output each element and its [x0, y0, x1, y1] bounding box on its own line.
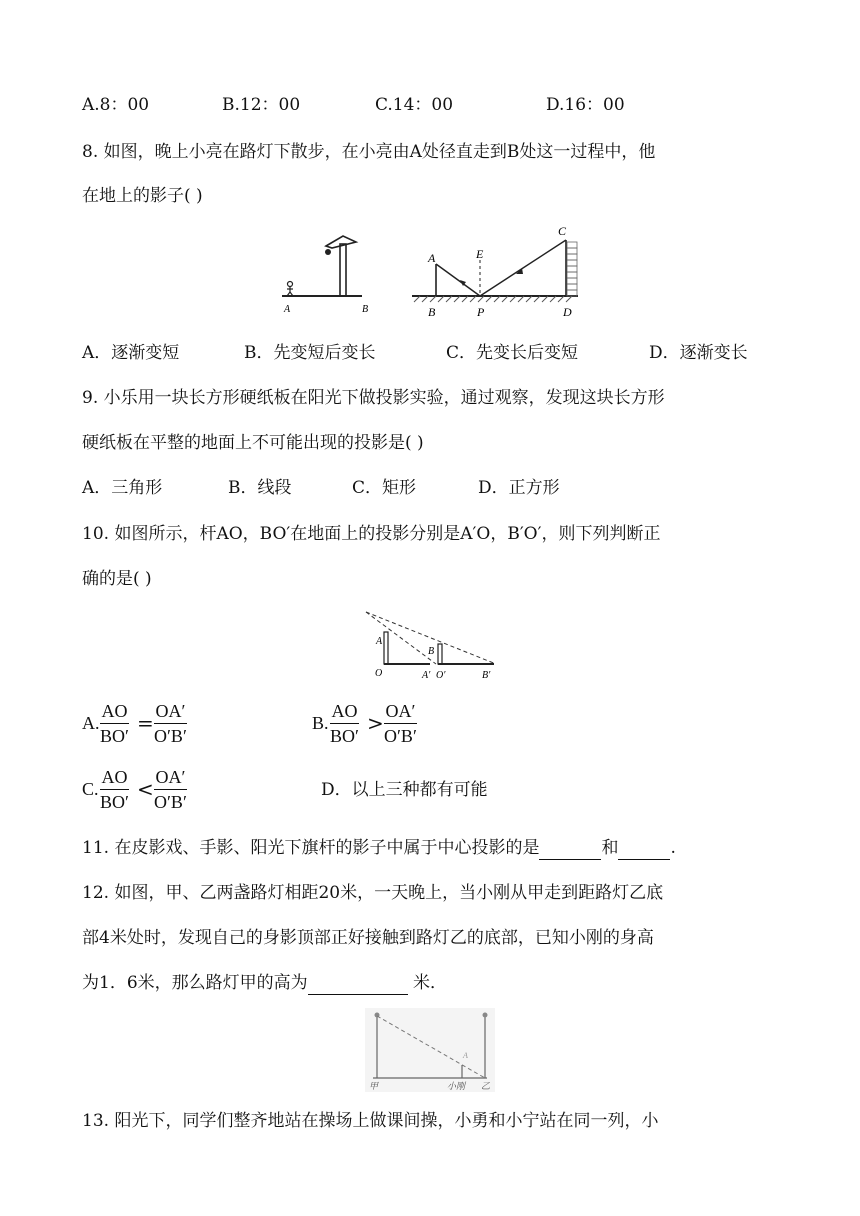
- q8-fig1-label-a: A: [284, 304, 291, 315]
- q10-option-a-rel: =: [137, 711, 154, 735]
- q10-option-a-frac2: [154, 700, 187, 747]
- q8-option-c: C．先变长后变短: [446, 343, 579, 363]
- q9-option-d: D．正方形: [478, 478, 560, 498]
- q10-option-c-rel: <: [137, 777, 154, 801]
- q10-fig-label-b: B: [428, 646, 435, 657]
- q12-fig-label-jia: 甲: [369, 1081, 379, 1091]
- q10-stem-line1: 10. 如图所示，杆AO，BO′在地面上的投影分别是A′O，B′O′，则下列判断正: [82, 524, 661, 544]
- q10-fig-label-a: A: [376, 636, 383, 647]
- q9-option-c: C．矩形: [352, 478, 417, 498]
- q11-blank-2: [618, 841, 670, 860]
- q13-stem-line1: 13. 阳光下，同学们整齐地站在操场上做课间操，小勇和小宁站在同一列，小: [82, 1111, 659, 1131]
- q9-stem-line1: 9. 小乐用一块长方形硬纸板在阳光下做投影实验，通过观察，发现这块长方形: [82, 388, 665, 408]
- q9-option-b: B．线段: [228, 478, 292, 498]
- q10-option-a-n1: AO: [101, 701, 128, 721]
- q8-fig1-label-b: B: [362, 304, 369, 315]
- q12-stem-line1: 12. 如图，甲、乙两盏路灯相距20米，一天晚上，当小刚从甲走到距路灯乙底: [82, 883, 664, 903]
- q10-option-b-d2: O′B′: [384, 726, 417, 746]
- q12-fig-label-yi: 乙: [481, 1081, 491, 1091]
- q10-option-b-frac1: [330, 700, 359, 747]
- q8-option-a: A．逐渐变短: [82, 343, 180, 363]
- q8-stem-line1: 8. 如图，晚上小亮在路灯下散步，在小亮由A处径直走到B处这一过程中，他: [82, 142, 656, 162]
- q10-option-c-d1: BO′: [100, 792, 129, 812]
- q10-option-b-prefix: B.: [312, 713, 329, 733]
- q10-option-c-d2: O′B′: [154, 792, 187, 812]
- q12-stem-line3: [82, 971, 447, 995]
- q12-stem-line2: 部4米处时，发现自己的身影顶部正好接触到路灯乙的底部，已知小刚的身高: [82, 928, 654, 948]
- q8-fig2-label-e: E: [476, 247, 484, 261]
- q10-option-c-n1: AO: [101, 767, 128, 787]
- q10-fig-label-b-prime: B′: [482, 670, 491, 681]
- q8-fig2-label-b: B: [428, 305, 436, 319]
- q7-option-a: A.8：00: [82, 95, 150, 115]
- q7-option-b: B.12：00: [222, 95, 301, 115]
- q8-figure-streetlight: [270, 230, 390, 320]
- q11-end-text: .: [670, 838, 676, 858]
- q10-option-c-frac1: [100, 766, 129, 813]
- q10-option-b-d1: BO′: [330, 726, 359, 746]
- q8-fig2-label-a: A: [428, 251, 436, 265]
- q10-option-a-frac1: [100, 700, 129, 747]
- q10-option-b-frac2: [384, 700, 417, 747]
- q7-option-d: D.16：00: [546, 95, 625, 115]
- q10-option-d: D．以上三种都有可能: [321, 780, 488, 800]
- q8-fig2-label-p: P: [477, 305, 485, 319]
- q11-stem-text: 11. 在皮影戏、手影、阳光下旗杆的影子中属于中心投影的是: [82, 838, 540, 858]
- q10-option-c-prefix: C.: [82, 779, 99, 799]
- q8-fig2-label-d: D: [563, 305, 572, 319]
- q8-fig2-label-c: C: [558, 224, 567, 238]
- q10-option-a-prefix: A.: [82, 713, 100, 733]
- q10-option-a-n2: OA′: [155, 701, 186, 721]
- q10-option-c-frac2: [154, 766, 187, 813]
- q10-fig-label-o: O: [375, 668, 383, 679]
- q8-figure-reflection: [408, 220, 588, 322]
- q10-option-b-rel: >: [367, 711, 384, 735]
- q11-blank-1: [539, 841, 601, 860]
- q10-option-b-n2: OA′: [385, 701, 416, 721]
- q9-stem-line2: 硬纸板在平整的地面上不可能出现的投影是( ): [82, 433, 424, 453]
- q10-option-c-n2: OA′: [155, 767, 186, 787]
- q8-option-b: B．先变短后变长: [244, 343, 376, 363]
- q12-fig-label-xiaogang: 小刚: [447, 1081, 466, 1091]
- q12-fig-label-a: A: [463, 1051, 468, 1060]
- q11-stem: [82, 836, 676, 860]
- q10-fig-label-a-prime: A′: [422, 670, 431, 681]
- q8-option-d: D．逐渐变长: [649, 343, 748, 363]
- q12-stem-line3-end: 米．: [407, 973, 448, 993]
- q7-option-c: C.14：00: [375, 95, 454, 115]
- q12-stem-line3-text: 为1．6米，那么路灯甲的高为: [82, 973, 308, 993]
- q10-fig-label-o-prime: O′: [436, 670, 446, 681]
- q10-option-a-d2: O′B′: [154, 726, 187, 746]
- q11-mid-text: 和: [601, 838, 619, 858]
- q8-stem-line2: 在地上的影子( ): [82, 186, 203, 206]
- q10-stem-line2: 确的是( ): [82, 569, 152, 589]
- q10-option-b-n1: AO: [331, 701, 358, 721]
- q10-option-a-d1: BO′: [100, 726, 129, 746]
- q10-figure-poles: [364, 608, 504, 684]
- q12-figure-streetlights: [365, 1008, 495, 1092]
- q9-option-a: A．三角形: [82, 478, 163, 498]
- q12-blank: [308, 976, 408, 995]
